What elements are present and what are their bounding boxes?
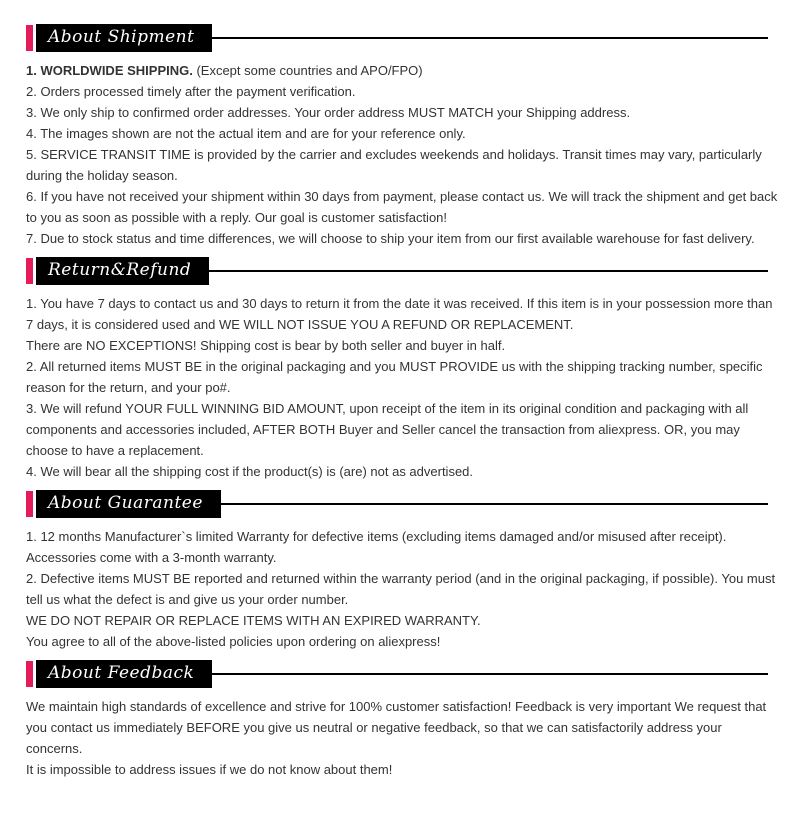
- section-body: [26, 293, 778, 482]
- policy-line: 2. Orders processed timely after the payment verification.: [26, 84, 356, 99]
- policy-line: 2. Defective items MUST BE reported and returned within the warranty period (and in the original packaging, if possible). You must tell us what the defect is and give us your order number.: [26, 571, 776, 607]
- section-header: [26, 25, 778, 51]
- header-rule: [209, 270, 768, 272]
- section-header: [26, 661, 778, 687]
- policy-line: 7. Due to stock status and time differences, we will choose to ship your item from our first available warehouse for fast delivery.: [26, 231, 755, 246]
- policy-line: WE DO NOT REPAIR OR REPLACE ITEMS WITH AN EXPIRED WARRANTY.: [26, 613, 481, 628]
- accent-bar: [26, 25, 33, 51]
- section-title: About Guarantee: [36, 490, 221, 518]
- accent-bar: [26, 491, 33, 517]
- header-rule: [221, 503, 768, 505]
- policy-line: 4. We will bear all the shipping cost if the product(s) is (are) not as advertised.: [26, 464, 474, 479]
- policy-line: 3. We will refund YOUR FULL WINNING BID AMOUNT, upon receipt of the item in its original condition and packaging with all components and accessories included, AFTER BOTH Buyer and Seller cancel the transaction from aliexpress. OR, you may choose to have a replacement.: [26, 401, 749, 458]
- section-title: About Shipment: [36, 24, 212, 52]
- policy-line: 2. All returned items MUST BE in the original packaging and you MUST PROVIDE us with the shipping tracking number, specific reason for the return, and your po#.: [26, 359, 763, 395]
- policy-line: [26, 60, 778, 81]
- section-body: [26, 696, 778, 780]
- policy-line: 6. If you have not received your shipment within 30 days from payment, please contact us. We will track the shipment and get back to you as soon as possible with a reply. Our goal is customer satisfaction!: [26, 189, 778, 225]
- section-header: [26, 491, 778, 517]
- policy-line: It is impossible to address issues if we do not know about them!: [26, 762, 393, 777]
- section-return-refund: [26, 258, 778, 482]
- section-title: About Feedback: [36, 660, 212, 688]
- section-about-feedback: [26, 661, 778, 780]
- section-title: Return&Refund: [36, 257, 209, 285]
- policy-line: 5. SERVICE TRANSIT TIME is provided by the carrier and excludes weekends and holidays. Transit times may vary, particularly during the holiday season.: [26, 147, 762, 183]
- header-rule: [212, 37, 768, 39]
- section-about-guarantee: [26, 491, 778, 652]
- policy-line: 1. You have 7 days to contact us and 30 days to return it from the date it was received. If this item is in your possession more than 7 days, it is considered used and WE WILL NOT ISSUE YOU A REFUND OR REPLACEMENT.: [26, 296, 773, 332]
- section-about-shipment: [26, 25, 778, 249]
- section-body: [26, 526, 778, 652]
- accent-bar: [26, 258, 33, 284]
- policy-line: 4. The images shown are not the actual item and are for your reference only.: [26, 126, 466, 141]
- policy-line: You agree to all of the above-listed policies upon ordering on aliexpress!: [26, 634, 441, 649]
- section-body: [26, 60, 778, 249]
- policy-line: There are NO EXCEPTIONS! Shipping cost is bear by both seller and buyer in half.: [26, 338, 506, 353]
- policy-line: 1. 12 months Manufacturer`s limited Warranty for defective items (excluding items damaged and/or misused after receipt). Accessories come with a 3-month warranty.: [26, 529, 727, 565]
- section-header: [26, 258, 778, 284]
- policy-line: 3. We only ship to confirmed order addresses. Your order address MUST MATCH your Shipping address.: [26, 105, 631, 120]
- header-rule: [212, 673, 768, 675]
- accent-bar: [26, 661, 33, 687]
- policy-line-bold: 1. WORLDWIDE SHIPPING.: [26, 63, 193, 78]
- policy-line: We maintain high standards of excellence and strive for 100% customer satisfaction! Feedback is very important We request that you contact us immediately BEFORE you give us neutral or negative feedback, so that we can satisfactorily address your concerns.: [26, 699, 767, 756]
- policy-line-rest: (Except some countries and APO/FPO): [192, 63, 423, 78]
